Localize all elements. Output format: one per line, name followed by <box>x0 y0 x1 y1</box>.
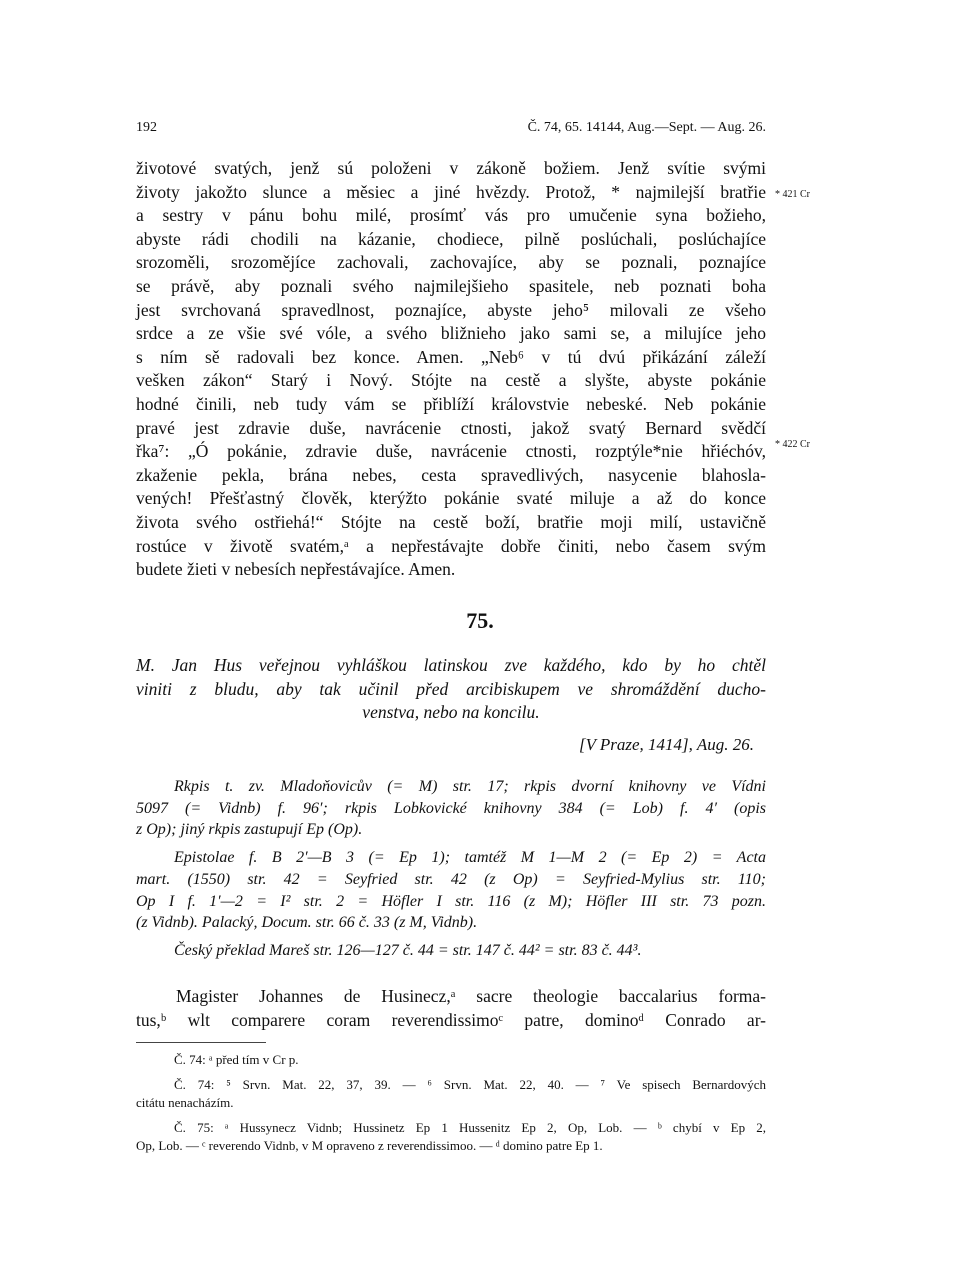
footnote-rule <box>136 1042 266 1043</box>
footnote-line: Č. 75: ᵃ Hussynecz Vidnb; Hussinetz Ep 1 Hussenitz Ep 2, Op, Lob. — ᵇ chybí v Ep 2, <box>174 1119 766 1135</box>
margin-note: * 421 Cr <box>775 189 810 200</box>
text-line: vešken zákon“ Starý i Nový. Stójte na cestě a slyšte, abyste pokánie <box>136 370 766 391</box>
text-line: a sestry v pánu bohu milé, prosímť vás pro umučenie syna božieho, <box>136 205 766 226</box>
footnote-line: Č. 74: ⁵ Srvn. Mat. 22, 37, 39. — ⁶ Srvn. Mat. 22, 40. — ⁷ Ve spisech Bernardových <box>174 1076 766 1092</box>
place-date: [V Praze, 1414], Aug. 26. <box>578 735 754 754</box>
footnote-line: citátu nenacházím. <box>136 1095 234 1110</box>
text-line: s ním sě radovali bez konce. Amen. „Neb⁶ v tú dvú přikázání záleží <box>136 346 766 367</box>
document-number: 75. <box>466 608 494 633</box>
source-line: Op I f. 1′—2 = I² str. 2 = Höfler I str. 116 (z M); Höfler III str. 73 pozn. <box>136 892 766 910</box>
text-line: abyste rádi chodili na kázanie, chodiece, pilně poslúchali, poslúchajíce <box>136 228 766 249</box>
document-title <box>136 654 766 725</box>
margin-note: * 422 Cr <box>775 439 810 450</box>
text-line: vených! Přešťastný člověk, kterýžto pokánie svaté miluje a až do konce <box>136 488 766 509</box>
source-line: mart. (1550) str. 42 = Seyfried str. 42 (z Op) = Seyfried-Mylius str. 110; <box>136 870 766 888</box>
title-line: venstva, nebo na koncilu. <box>362 702 540 722</box>
czech-sermon-text <box>136 157 766 582</box>
title-line: viniti z bludu, aby tak učinil před arcibiskupem ve shromáždění ducho- <box>136 678 766 699</box>
source-line: Český překlad Mareš str. 126—127 č. 44 = str. 147 č. 44² = str. 83 č. 44³. <box>174 941 642 959</box>
text-line: budete žieti v nebesích nepřestávajíce. Amen. <box>136 559 456 580</box>
footnote-line: Op, Lob. — ᶜ reverendo Vidnb, v M opraveno z reverendissimoo. — ᵈ domino patre Ep 1. <box>136 1138 603 1153</box>
text-line: jest svrchovaná spravedlnost, poznajíce, abyste jeho⁵ milovali ze všeho <box>136 299 766 320</box>
source-notes <box>136 776 766 962</box>
footnote-line: Č. 74: ᵃ před tím v Cr p. <box>174 1052 299 1067</box>
text-line: hodné činili, neb tudy vám se přiblíží královstvie nebeské. Neb pokánie <box>136 393 766 414</box>
latin-text <box>136 985 766 1032</box>
text-line: tus,ᵇ wlt comparere coram reverendissimoᶜ patre, dominoᵈ Conrado ar- <box>136 1009 766 1030</box>
text-line: pravé jest zdravie duše, navrácenie ctnosti, jakož svatý Bernard svědčí <box>136 417 766 438</box>
source-line: (z Vidnb). Palacký, Docum. str. 66 č. 33 (z M, Vidnb). <box>136 914 478 932</box>
text-line: života svého ostřiehá!“ Stójte na cestě boží, bratřie moji milí, ustavičně <box>136 511 766 532</box>
text-line: řka⁷: „Ó pokánie, zdravie duše, navrácenie ctnosti, rozptýle*nie hřiéchóv, <box>136 441 766 462</box>
text-line: životové svatých, jenž sú položeni v zákoně božiem. Jenž svítie svými <box>136 158 766 178</box>
text-line: se právě, aby poznali svého najmilejšieho spasitele, neb poznati boha <box>136 275 766 296</box>
page-number: 192 <box>136 120 157 135</box>
text-line: srdce a ze všie své vóle, a svého bližnieho jako sami se, a milujíce jeho <box>136 323 766 344</box>
source-line: 5097 (= Vidnb) f. 96′; rkpis Lobkovické knihovny 384 (= Lob) f. 4′ (opis <box>136 799 766 817</box>
source-line: Epistolae f. B 2′—B 3 (= Ep 1); tamtéž M 1—M 2 (= Ep 2) = Acta <box>174 849 766 867</box>
title-line: M. Jan Hus veřejnou vyhláškou latinskou zve každého, kdo by ho chtěl <box>136 655 766 675</box>
text-line: srozoměli, srozomějíce zachovali, zachovajíce, aby se poznali, poznajíce <box>136 252 766 273</box>
text-line: zkaženie pekla, brána nebes, cesta spravedlivých, nasycenie blahosla- <box>136 464 766 485</box>
footnotes <box>136 1051 766 1156</box>
text-line: životy jakožto slunce a měsiec a jiné hvězdy. Protož, * najmilejší bratřie <box>136 181 766 202</box>
running-title: Č. 74, 65. 14144, Aug.—Sept. — Aug. 26. <box>527 120 766 135</box>
source-line: z Op); jiný rkpis zastupují Ep (Op). <box>136 821 363 839</box>
text-line: rostúce v životě svatém,ᵃ a nepřestávajte dobře činiti, nebo časem svým <box>136 535 766 556</box>
text-line: Magister Johannes de Husinecz,ᵃ sacre theologie baccalarius forma- <box>176 986 766 1006</box>
source-line: Rkpis t. zv. Mladoňovicův (= M) str. 17; rkpis dvorní knihovny ve Vídni <box>174 778 766 795</box>
